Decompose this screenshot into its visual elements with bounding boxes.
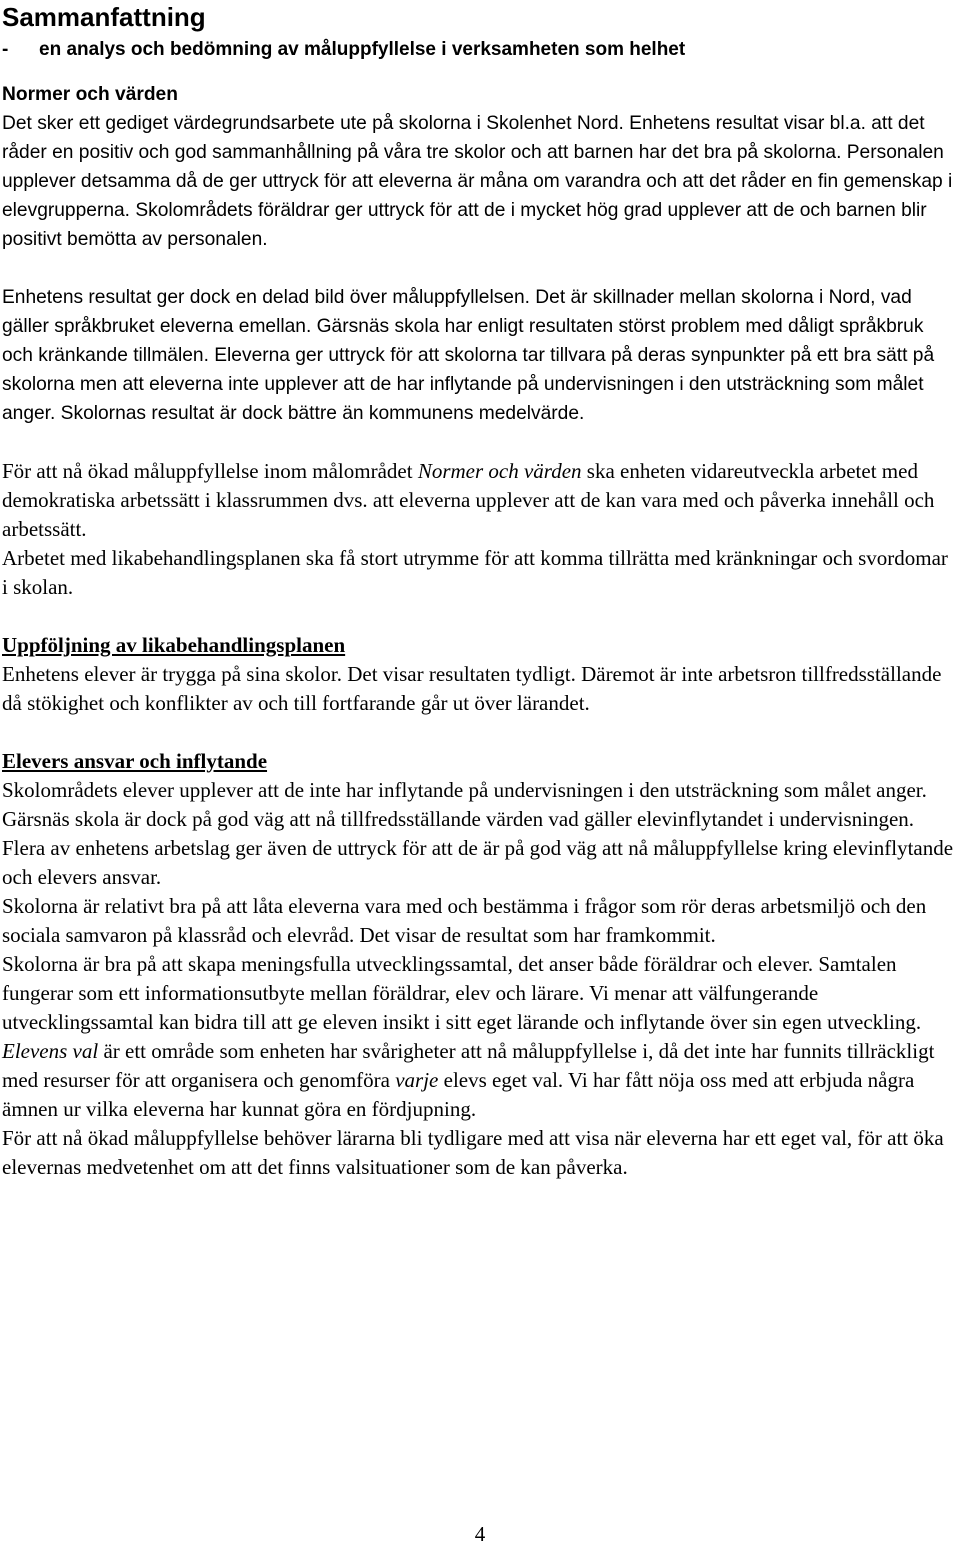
subtitle bbox=[2, 38, 958, 62]
paragraph-atgarder-2: Arbetet med likabehandlingsplanen ska få stort utrymme för att komma tillrätta med kränkningar och svordomar i skolan. bbox=[2, 546, 948, 599]
section-normer-och-varden bbox=[2, 80, 958, 428]
section-heading-ansvar bbox=[2, 747, 958, 776]
document-page bbox=[2, 0, 958, 1182]
page-number: 4 bbox=[474, 1522, 486, 1546]
paragraph-ansvar-2: Skolorna är relativt bra på att låta eleverna vara med och bestämma i frågor som rör deras arbetsmiljö och den sociala samvaron på klassråd och elevråd. Det visar de resultat som har framkommit. bbox=[2, 894, 927, 947]
paragraph-atgarder-1-text-b: ska enheten vidareutveckla arbetet med demokratiska arbetssätt i klassrummen dvs. att eleverna upplever att de kan vara med och påverka innehåll och arbetssätt. bbox=[2, 459, 935, 541]
paragraph-ansvar-4-text-b: elevs eget val. Vi har fått nöja oss med att erbjuda några ämnen ur vilka eleverna har kunnat göra en fördjupning. bbox=[2, 1068, 915, 1121]
page-title: Sammanfattning bbox=[2, 2, 206, 32]
paragraph-ansvar-1: Skolområdets elever upplever att de inte har inflytande på undervisningen i den utsträckning som målet anger. Gärsnäs skola är dock på god väg att nå tillfredsställande värden vad gäller elevinflytandet i undervisningen. Flera av enhetens arbetslag ger även de uttryck för att de är på god väg att nå måluppfyllelse kring elevinflytande och elevers ansvar. bbox=[2, 778, 954, 889]
paragraph-atgarder-1-italic: Normer och värden bbox=[417, 459, 582, 483]
section-heading-normer: Normer och värden bbox=[2, 84, 178, 105]
paragraph-normer-2: Enhetens resultat ger dock en delad bild över måluppfyllelsen. Det är skillnader mellan skolorna i Nord, vad gäller språkbruket eleverna emellan. Gärsnäs skola har enligt resultaten störst problem med dåligt språkbruk och kränkande tillmälen. Eleverna ger uttryck för att skolorna tar tillvara på deras synpunkter på ett bra sätt på skolorna men att eleverna inte upplever att de har inflytande på undervisningen i den utsträckning som målet anger. Skolornas resultat är dock bättre än kommunens medelvärde. bbox=[2, 287, 935, 424]
paragraph-ansvar-4-text-a: är ett område som enheten har svårigheter att nå måluppfyllelse i, då det inte har funnits tillräckligt med resurser för att organisera och genomföra bbox=[2, 1039, 935, 1092]
subtitle-text: en analys och bedömning av måluppfyllelse i verksamheten som helhet bbox=[39, 39, 686, 60]
paragraph-atgarder-1 bbox=[2, 457, 958, 544]
subtitle-dash: - bbox=[2, 39, 9, 60]
section-likabehandlingsplanen bbox=[2, 631, 958, 718]
section-heading-likabehandling-text: Uppföljning av likabehandlingsplanen bbox=[2, 633, 346, 657]
paragraph-ansvar-3: Skolorna är bra på att skapa meningsfulla utvecklingssamtal, det anser både föräldrar och elever. Samtalen fungerar som ett informationsutbyte mellan föräldrar, elev och lärare. Vi menar att välfungerande utvecklingssamtal kan bidra till att ge eleven insikt i sitt eget lärande och inflytande över sin egen utveckling. bbox=[2, 952, 922, 1034]
paragraph-ansvar-4 bbox=[2, 1037, 958, 1124]
section-elevers-ansvar bbox=[2, 747, 958, 1182]
paragraph-ansvar-5: För att nå ökad måluppfyllelse behöver lärarna bli tydligare med att visa när eleverna har ett eget val, för att öka elevernas medvetenhet om att det finns valsituationer som de kan påverka. bbox=[2, 1126, 944, 1179]
paragraph-normer-1: Det sker ett gediget värdegrundsarbete ute på skolorna i Skolenhet Nord. Enhetens resultat visar bl.a. att det råder en positiv och god sammanhållning på våra tre skolor och att barnen har det bra på skolorna. Personalen upplever detsamma då de ger uttryck för att eleverna är måna om varandra och att det råder en fin gemenskap i elevgrupperna. Skolområdets föräldrar ger uttryck för att de i mycket hög grad upplever att de och barnen blir positivt bemötta av personalen. bbox=[2, 113, 953, 250]
section-heading-likabehandling bbox=[2, 631, 958, 660]
paragraph-atgarder-1-text-a: För att nå ökad måluppfyllelse inom målområdet bbox=[2, 459, 418, 483]
paragraph-ansvar-4-italic-a: Elevens val bbox=[2, 1039, 99, 1063]
section-heading-ansvar-text: Elevers ansvar och inflytande bbox=[2, 749, 268, 773]
section-atgarder bbox=[2, 457, 958, 602]
paragraph-ansvar-4-italic-b: varje bbox=[395, 1068, 439, 1092]
paragraph-likabehandling-1: Enhetens elever är trygga på sina skolor. Det visar resultaten tydligt. Däremot är inte arbetsron tillfredsställande då stökighet och konflikter av och till fortfarande går ut över lärandet. bbox=[2, 662, 942, 715]
